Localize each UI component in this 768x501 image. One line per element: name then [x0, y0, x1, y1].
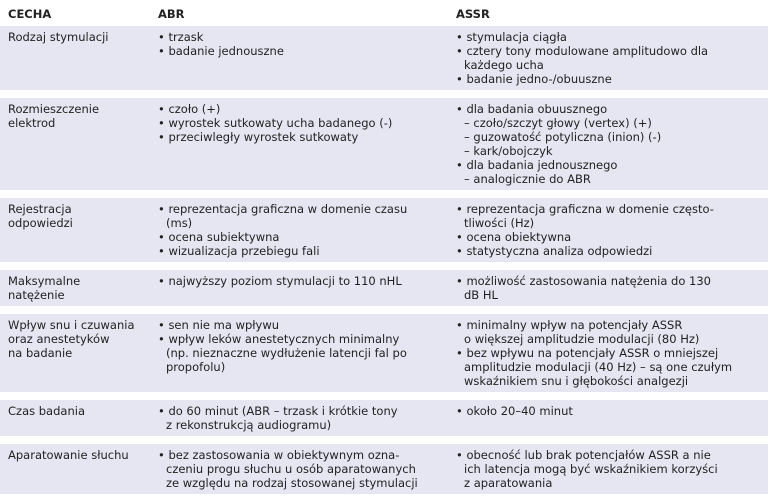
- table-header-row: [0, 0, 768, 26]
- table-row: [0, 444, 768, 494]
- table-row: [0, 270, 768, 306]
- table-row: [0, 198, 768, 262]
- cell-assr: • stymulacja ciągła • cztery tony modulowane amplitudowo dla każdego ucha • badanie jedno-/obuuszne: [448, 26, 768, 90]
- cell-abr: • czoło (+) • wyrostek sutkowaty ucha badanego (-) • przeciwległy wyrostek sutkowaty: [150, 98, 448, 190]
- cell-cecha: Rejestracja odpowiedzi: [0, 198, 150, 262]
- cell-assr: • reprezentacja graficzna w domenie często- tliwości (Hz) • ocena obiektywna • statystyczna analiza odpowiedzi: [448, 198, 768, 262]
- cell-abr: • najwyższy poziom stymulacji to 110 nHL: [150, 270, 448, 306]
- table-row: [0, 98, 768, 190]
- header-cecha: CECHA: [8, 7, 52, 21]
- cell-assr: • około 20–40 minut: [448, 400, 768, 436]
- cell-abr: • bez zastosowania w obiektywnym ozna- czeniu progu słuchu u osób aparatowanych ze względu na rodzaj stosowanej stymulacji: [150, 444, 448, 494]
- cell-cecha: Maksymalne natężenie: [0, 270, 150, 306]
- table-row: [0, 314, 768, 392]
- cell-abr: • do 60 minut (ABR – trzask i krótkie tony z rekonstrukcją audiogramu): [150, 400, 448, 436]
- cell-cecha: Aparatowanie słuchu: [0, 444, 150, 494]
- cell-assr: • minimalny wpływ na potencjały ASSR o większej amplitudzie modulacji (80 Hz) • bez wpływu na potencjały ASSR o mniejszej amplitudzie modulacji (40 Hz) – są one czułym wskaźnikiem snu i głębokości analgezji: [448, 314, 768, 392]
- cell-assr: • możliwość zastosowania natężenia do 130 dB HL: [448, 270, 768, 306]
- table-row: [0, 26, 768, 90]
- cell-abr: • reprezentacja graficzna w domenie czasu (ms) • ocena subiektywna • wizualizacja przebiegu fali: [150, 198, 448, 262]
- cell-abr: • trzask • badanie jednouszne: [150, 26, 448, 90]
- cell-cecha: Rodzaj stymulacji: [0, 26, 150, 90]
- cell-cecha: Rozmieszczenie elektrod: [0, 98, 150, 190]
- header-abr: ABR: [158, 7, 185, 21]
- cell-cecha: Czas badania: [0, 400, 150, 436]
- cell-assr: • obecność lub brak potencjałów ASSR a nie ich latencja mogą być wskaźnikiem korzyści z aparatowania: [448, 444, 768, 494]
- header-assr: ASSR: [456, 7, 490, 21]
- cell-cecha: Wpływ snu i czuwania oraz anestetyków na badanie: [0, 314, 150, 392]
- cell-abr: • sen nie ma wpływu • wpływ leków anestetycznych minimalny (np. nieznaczne wydłużenie latencji fal po propofolu): [150, 314, 448, 392]
- table-row: [0, 400, 768, 436]
- cell-assr: • dla badania obuusznego – czoło/szczyt głowy (vertex) (+) – guzowatość potyliczna (inion) (-) – kark/obojczyk • dla badania jednousznego – analogicznie do ABR: [448, 98, 768, 190]
